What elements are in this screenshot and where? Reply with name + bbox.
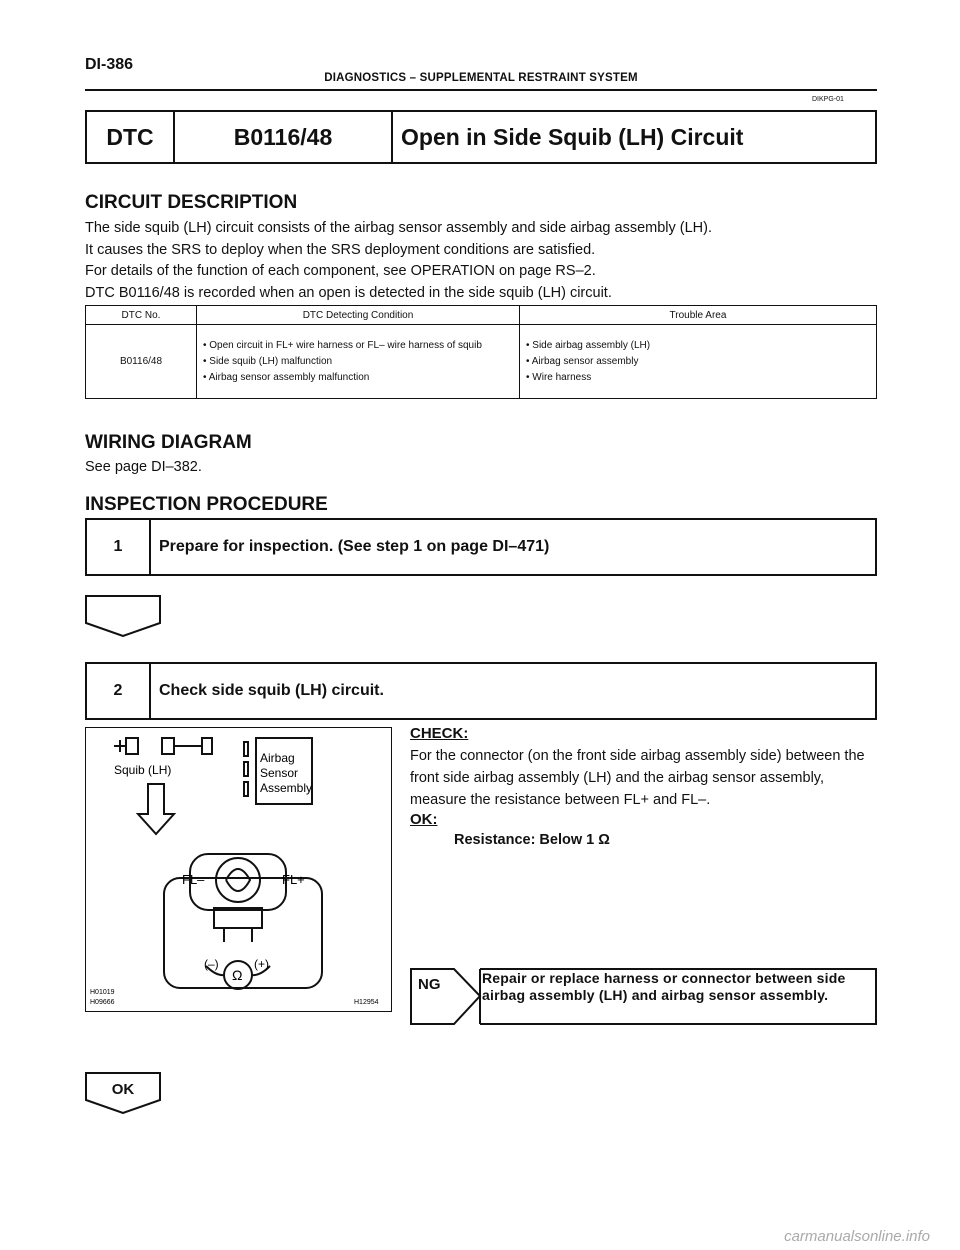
squib-label: Squib (LH)	[114, 763, 172, 777]
pos-label: (+)	[254, 957, 269, 971]
dtc-code: B0116/48	[175, 112, 393, 162]
description-line: It causes the SRS to deploy when the SRS deployment conditions are satisfied.	[85, 241, 596, 258]
list-item: • Side squib (LH) malfunction	[203, 354, 513, 370]
wiring-diagram-text: See page DI–382.	[85, 459, 202, 475]
figure-code: H12954	[354, 999, 379, 1006]
list-item: • Airbag sensor assembly malfunction	[203, 370, 513, 386]
table-header: DTC No.	[86, 306, 197, 325]
sensor-label-3: Assembly	[260, 781, 313, 795]
dtc-title: Open in Side Squib (LH) Circuit	[401, 123, 744, 150]
table-cell-area	[520, 325, 877, 399]
table-cell-dtc: B0116/48	[86, 325, 197, 399]
description-line: The side squib (LH) circuit consists of the airbag sensor assembly and side airbag assembly (LH).	[85, 220, 712, 236]
page-header: DIAGNOSTICS – SUPPLEMENTAL RESTRAINT SYSTEM	[324, 72, 638, 84]
check-text: For the connector (on the front side airbag assembly side) between the front side airbag assembly (LH) and the airbag sensor assembly, measure the resistance between FL+ and FL–.	[410, 748, 865, 808]
list-item: • Side airbag assembly (LH)	[526, 338, 870, 354]
circuit-description-heading: CIRCUIT DESCRIPTION	[85, 192, 298, 213]
sensor-label-2: Sensor	[260, 766, 299, 780]
doc-code: DIKPG-01	[812, 96, 844, 103]
step-number: 1	[87, 520, 151, 574]
ng-label: NG	[418, 976, 441, 993]
step-2-box	[85, 662, 877, 720]
list-item: • Airbag sensor assembly	[526, 354, 870, 370]
neg-label: (–)	[204, 957, 219, 971]
figure-code: H09666	[90, 999, 115, 1006]
fl-minus-label: FL–	[182, 872, 205, 887]
dtc-table	[85, 305, 877, 399]
ok-label: OK	[111, 1081, 135, 1098]
sensor-label-1: Airbag	[260, 751, 295, 765]
connector-diagram-icon	[86, 728, 391, 1011]
watermark: carmanualsonline.info	[784, 1228, 930, 1245]
table-cell-condition	[197, 325, 520, 399]
step-number: 2	[87, 664, 151, 718]
step-1-box	[85, 518, 877, 576]
table-header: Trouble Area	[520, 306, 877, 325]
header-rule	[85, 89, 877, 91]
dtc-title-box	[85, 110, 877, 164]
page-id: DI-386	[85, 56, 134, 73]
check-heading: CHECK:	[410, 725, 469, 742]
flow-arrow-icon	[85, 595, 161, 637]
ok-value: Resistance: Below 1 Ω	[454, 832, 610, 848]
fl-plus-label: FL+	[282, 872, 305, 887]
step-title: Check side squib (LH) circuit.	[159, 682, 384, 699]
step-title: Prepare for inspection. (See step 1 on page DI–471)	[159, 538, 550, 555]
dtc-label: DTC	[87, 112, 175, 162]
circuit-description-text	[85, 218, 885, 304]
description-line: For details of the function of each component, see OPERATION on page RS–2.	[85, 263, 596, 279]
table-header: DTC Detecting Condition	[197, 306, 520, 325]
list-item: • Wire harness	[526, 370, 870, 386]
wiring-diagram-heading: WIRING DIAGRAM	[85, 432, 252, 453]
ng-text: Repair or replace harness or connector between side airbag assembly (LH) and airbag sensor assembly.	[482, 970, 846, 1003]
figure-code: H01019	[90, 989, 115, 996]
ohm-icon: Ω	[232, 967, 243, 983]
connector-figure	[85, 727, 392, 1012]
ok-heading: OK:	[410, 811, 438, 828]
inspection-heading: INSPECTION PROCEDURE	[85, 494, 328, 515]
list-item: • Open circuit in FL+ wire harness or FL– wire harness of squib	[203, 338, 513, 354]
description-line: DTC B0116/48 is recorded when an open is detected in the side squib (LH) circuit.	[85, 284, 612, 301]
